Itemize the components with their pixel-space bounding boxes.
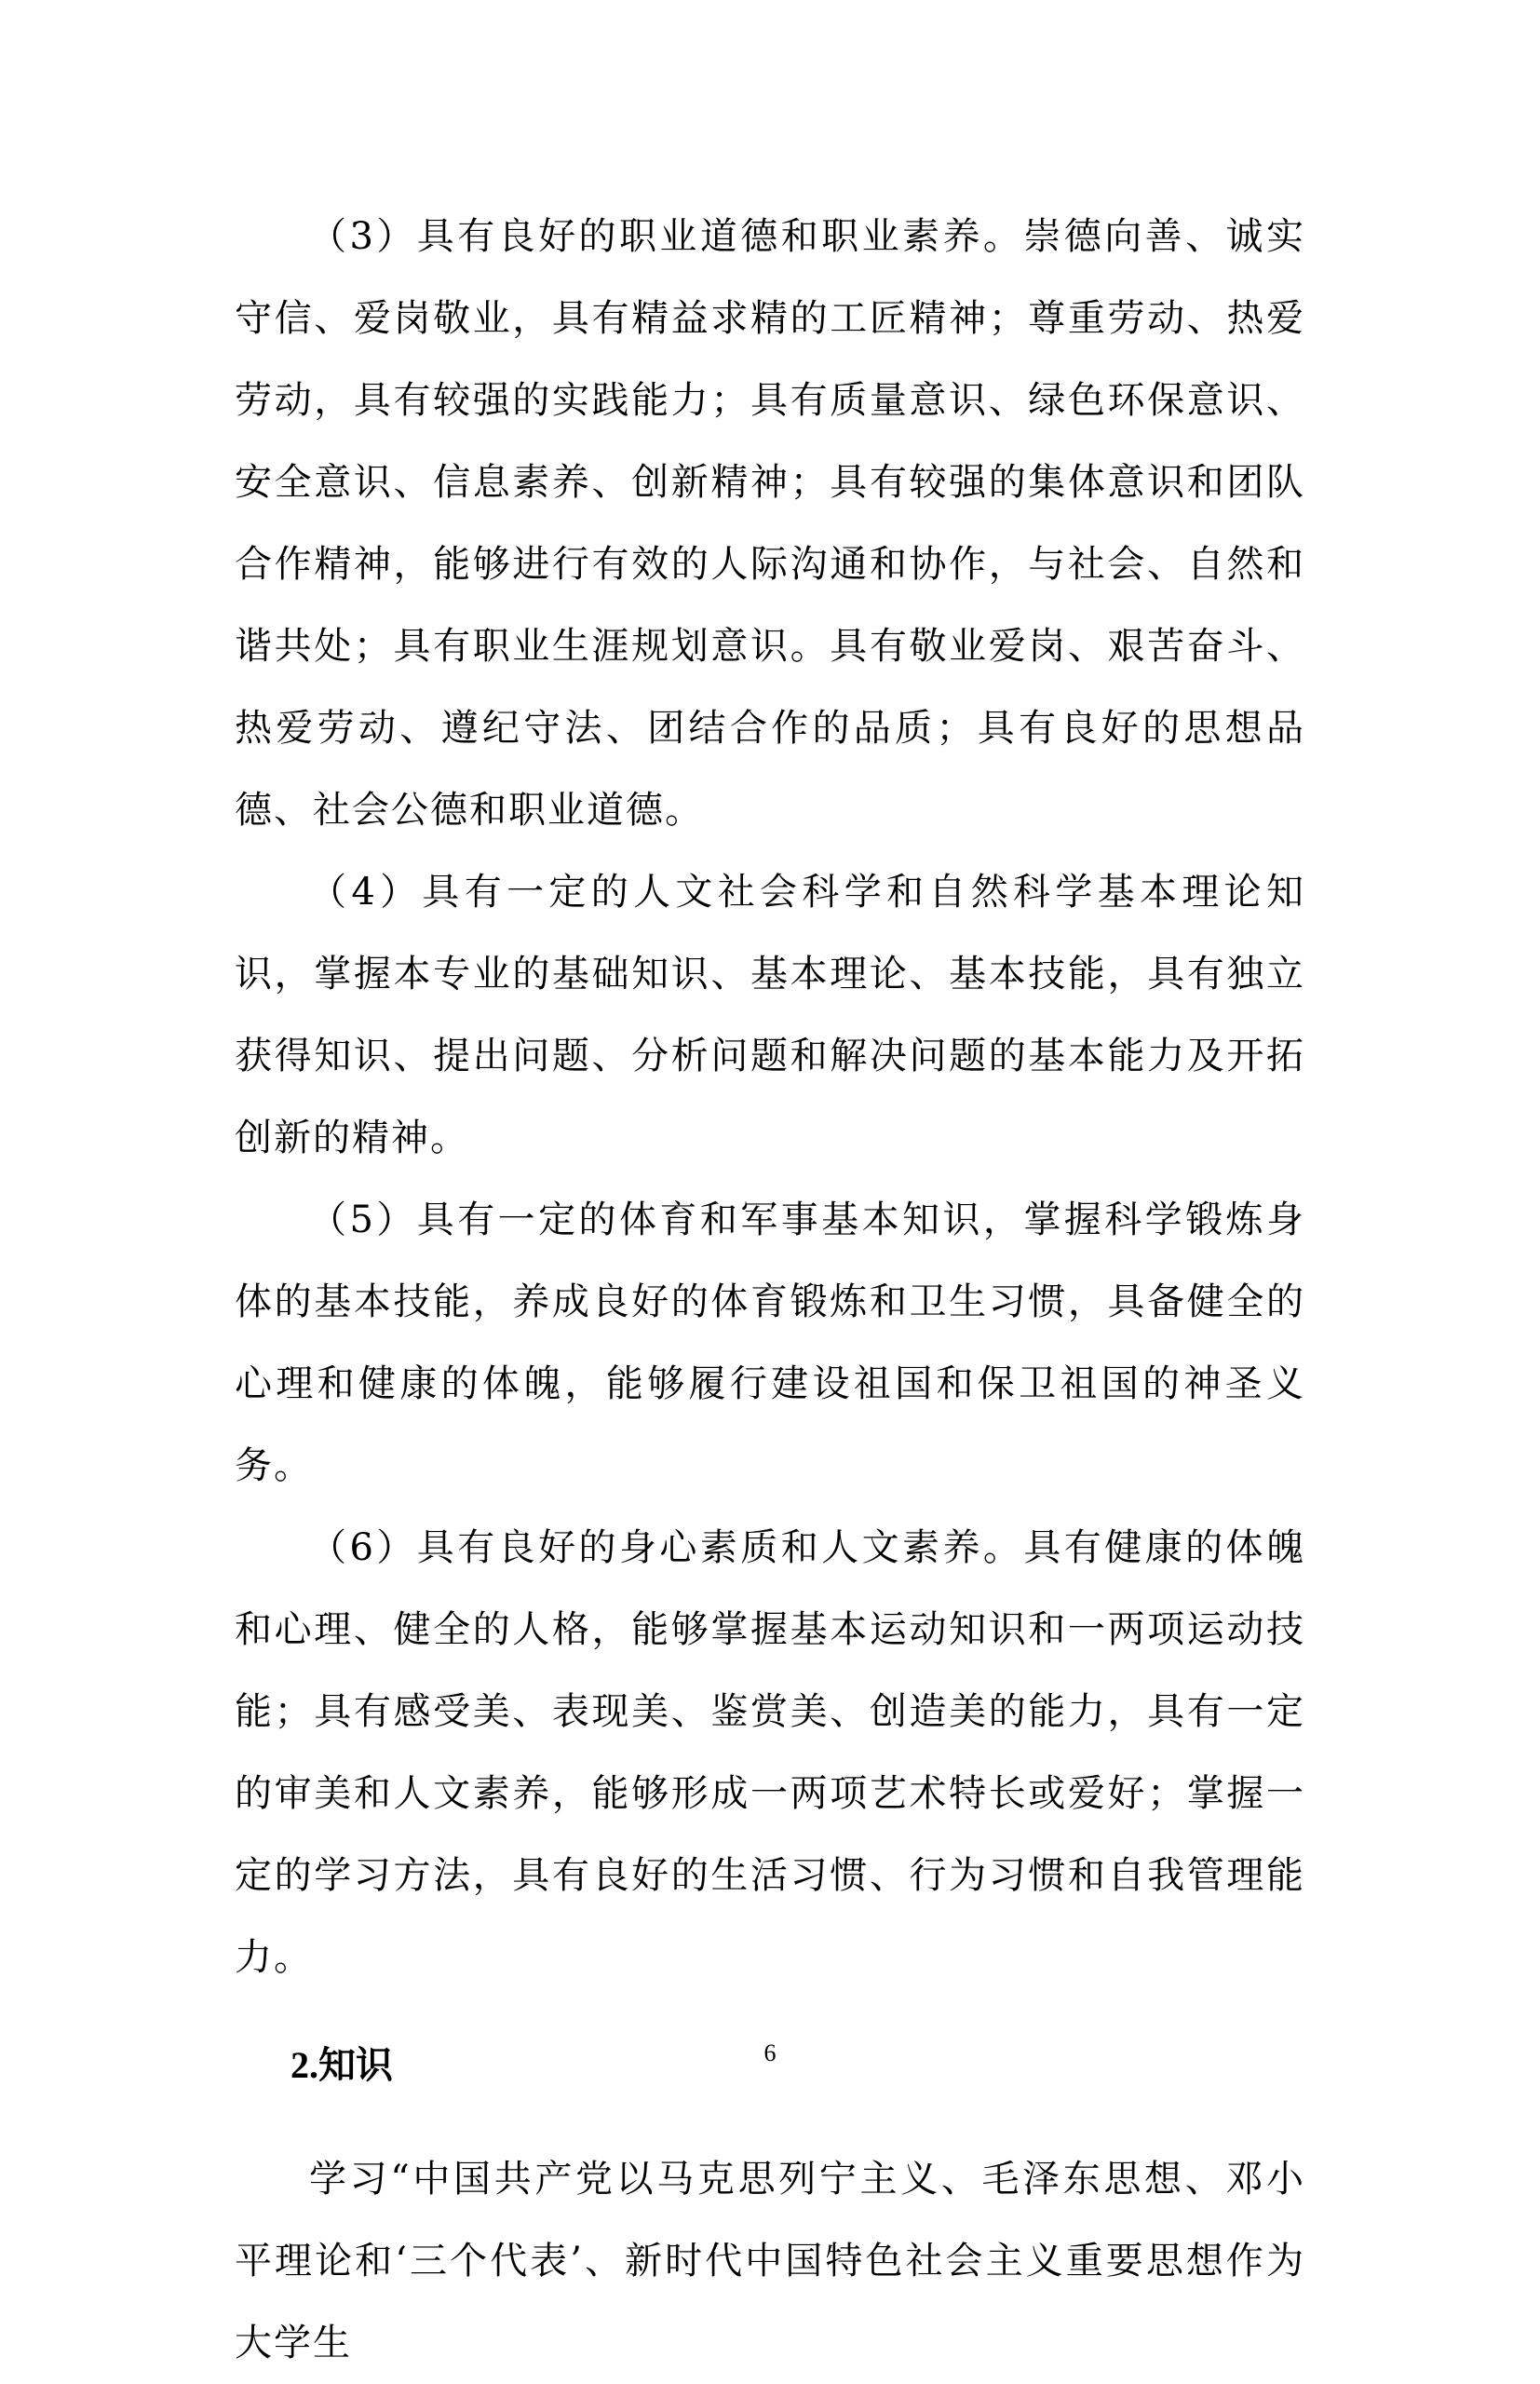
- paragraph-knowledge-intro: 学习“中国共产党以马克思列宁主义、毛泽东思想、邓小平理论和‘三个代表’、新时代中国特色社会主义重要思想作为大学生: [235, 2158, 1305, 2364]
- paragraph-physical-mental: （6）具有良好的身心素质和人文素养。具有健康的体魄和心理、健全的人格，能够掌握基本运动知识和一两项运动技能；具有感受美、表现美、鉴赏美、创造美的能力，具有一定的审美和人文素养，能够形成一两项艺术特长或爱好；掌握一定的学习方法，具有良好的生活习惯、行为习惯和自我管理能力。: [235, 1526, 1305, 1979]
- paragraph-sports-military: （5）具有一定的体育和军事基本知识，掌握科学锻炼身体的基本技能，养成良好的体育锻炼和卫生习惯，具备健全的心理和健康的体魄，能够履行建设祖国和保卫祖国的神圣义务。: [235, 1199, 1305, 1487]
- section-heading-knowledge: 2.知识: [290, 2044, 393, 2086]
- page-number: 6: [763, 2039, 777, 2066]
- paragraph-humanities-knowledge: （4）具有一定的人文社会科学和自然科学基本理论知识，掌握本专业的基础知识、基本理论、基本技能，具有独立获得知识、提出问题、分析问题和解决问题的基本能力及开拓创新的精神。: [235, 871, 1305, 1159]
- paragraph-professional-ethics: （3）具有良好的职业道德和职业素养。崇德向善、诚实守信、爱岗敬业，具有精益求精的工匠精神；尊重劳动、热爱劳动，具有较强的实践能力；具有质量意识、绿色环保意识、安全意识、信息素养、创新精神；具有较强的集体意识和团队合作精神，能够进行有效的人际沟通和协作，与社会、自然和谐共处；具有职业生涯规划意识。具有敬业爱岗、艰苦奋斗、热爱劳动、遵纪守法、团结合作的品质；具有良好的思想品德、社会公德和职业道德。: [235, 215, 1305, 832]
